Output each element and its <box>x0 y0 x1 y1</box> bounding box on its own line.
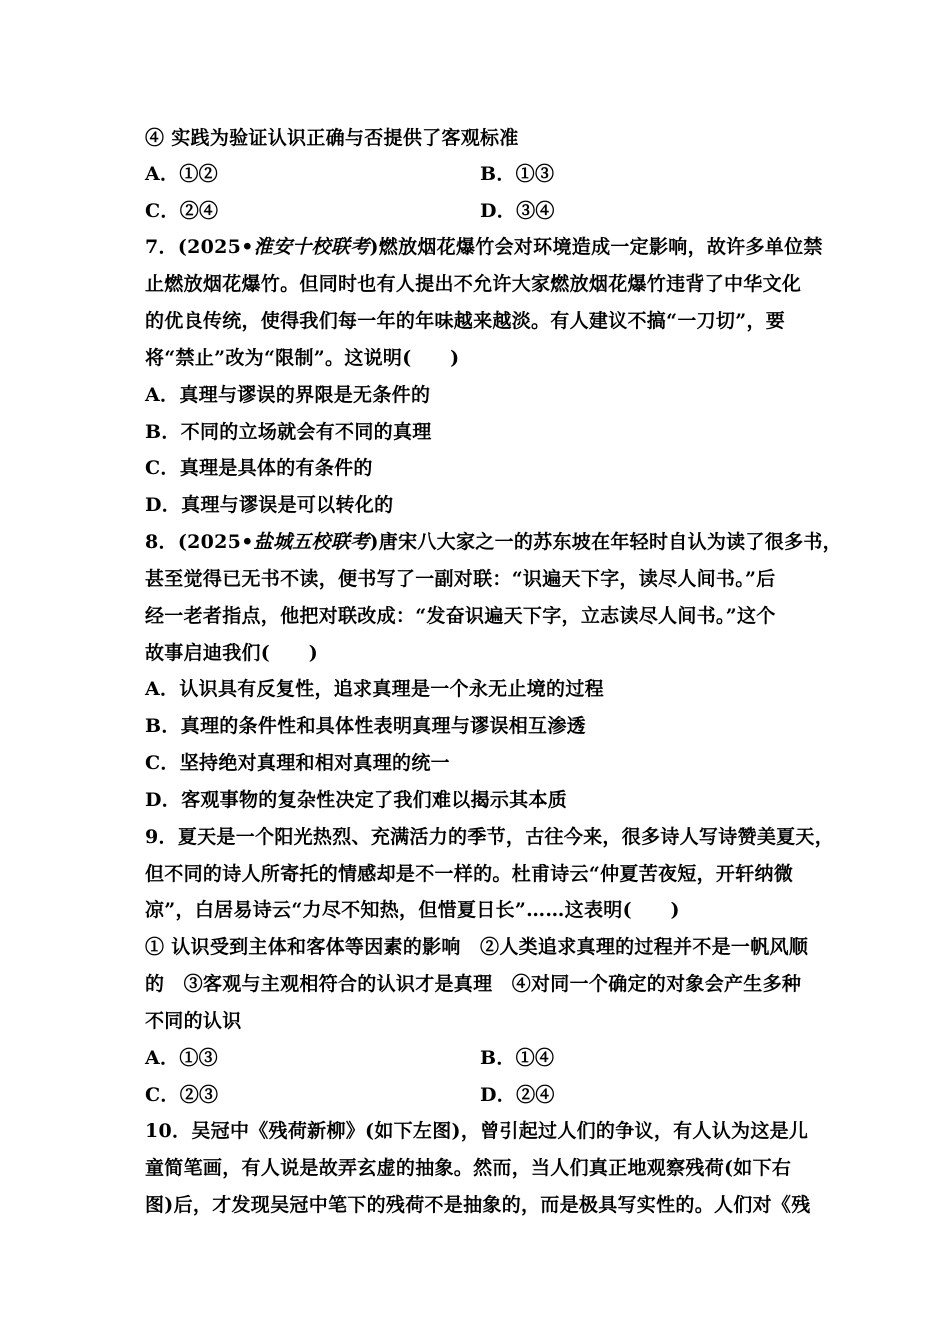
q9-option-d: D．②④ <box>480 1084 555 1106</box>
q8-year: (2025• <box>177 531 254 553</box>
q7-option-b: B．不同的立场就会有不同的真理 <box>145 421 432 443</box>
q9-statements-line-1: ① 认识受到主体和客体等因素的影响 ②人类追求真理的过程并不是一帆风顺 <box>145 936 809 958</box>
q6-statement-4: ④ 实践为验证认识正确与否提供了客观标准 <box>145 127 519 149</box>
q7-source: 淮安十校联考 <box>253 236 370 258</box>
q8-option-d: D．客观事物的复杂性决定了我们难以揭示其本质 <box>145 789 568 811</box>
q9-statements-line-3: 不同的认识 <box>145 1010 242 1032</box>
q9-option-b: B．①④ <box>480 1047 555 1069</box>
q8-option-b: B．真理的条件性和具体性表明真理与谬误相互渗透 <box>145 715 586 737</box>
q8-option-c: C．坚持绝对真理和相对真理的统一 <box>145 752 450 774</box>
q8-stem-text: 唐宋八大家之一的苏东坡在年轻时自认为读了很多书， <box>378 531 842 553</box>
q10-stem-line-2: 童简笔画，有人说是故弄玄虚的抽象。然而，当人们真正地观察残荷(如下右 <box>145 1157 792 1179</box>
q8-number: 8． <box>145 531 178 553</box>
q8-option-a: A．认识具有反复性，追求真理是一个永无止境的过程 <box>145 678 604 700</box>
q8-stem-line-3: 经一老者指点，他把对联改成：“发奋识遍天下字，立志读尽人间书。”这个 <box>145 605 776 627</box>
q7-number: 7． <box>145 236 178 258</box>
q7-stem-line-2: 止燃放烟花爆竹。但同时也有人提出不允许大家燃放烟花爆竹违背了中华文化 <box>145 273 802 295</box>
q9-statements-line-2: 的 ③客观与主观相符合的认识才是真理 ④对同一个确定的对象会产生多种 <box>145 973 802 995</box>
q10-stem-line-3: 图)后，才发现吴冠中笔下的残荷不是抽象的，而是极具写实性的。人们对《残 <box>145 1194 811 1216</box>
q10-stem-line-1: 10．吴冠中《残荷新柳》(如下左图)，曾引起过人们的争议，有人认为这是儿 <box>145 1120 809 1142</box>
q6-option-c: C．②④ <box>145 200 219 222</box>
q8-source: 盐城五校联考 <box>253 531 370 553</box>
q8-stem-line-4: 故事启迪我们( ) <box>145 642 318 664</box>
q7-stem-text: 燃放烟花爆竹会对环境造成一定影响，故许多单位禁 <box>378 236 823 258</box>
q6-option-d: D．③④ <box>480 200 555 222</box>
q6-option-b: B．①③ <box>480 163 555 185</box>
q9-option-c: C．②③ <box>145 1084 219 1106</box>
q9-stem-line-3: 凉”，白居易诗云“力尽不知热，但惜夏日长”……这表明( ) <box>145 899 680 921</box>
q7-option-a: A．真理与谬误的界限是无条件的 <box>145 384 431 406</box>
q7-option-d: D．真理与谬误是可以转化的 <box>145 494 394 516</box>
q7-stem-line-4: 将“禁止”改为“限制”。这说明( ) <box>145 347 460 369</box>
q7-year: (2025• <box>177 236 254 258</box>
q8-source-close: ) <box>369 531 379 553</box>
q6-option-a: A．①② <box>145 163 218 185</box>
q9-option-a: A．①③ <box>145 1047 218 1069</box>
q7-option-c: C．真理是具体的有条件的 <box>145 457 373 479</box>
q7-stem-line-1 <box>145 235 823 259</box>
q9-stem-line-1: 9．夏天是一个阳光热烈、充满活力的季节，古往今来，很多诗人写诗赞美夏天， <box>145 826 835 848</box>
q9-stem-line-2: 但不同的诗人所寄托的情感却是不一样的。杜甫诗云“仲夏苦夜短，开轩纳微 <box>145 863 794 885</box>
q7-stem-line-3: 的优良传统，使得我们每一年的年味越来越淡。有人建议不搞“一刀切”，要 <box>145 310 786 332</box>
q7-source-close: ) <box>369 236 379 258</box>
q8-stem-line-1 <box>145 530 842 554</box>
q8-stem-line-2: 甚至觉得已无书不读，便书写了一副对联：“识遍天下字，读尽人间书。”后 <box>145 568 776 590</box>
